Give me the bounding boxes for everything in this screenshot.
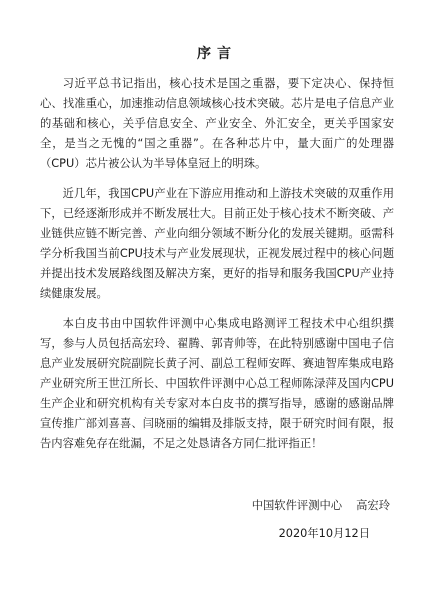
signature-date: 2020年10月12日 bbox=[278, 527, 370, 540]
paragraph-1: 习近平总书记指出，核心技术是国之重器，要下定决心、保持恒心、找准重心，加速推动信息领域核心技术突破。芯片是电子信息产业的基础和核心，关乎信息安全、产业安全、外汇安全，更关乎国家安全，是当之无愧的“国之重器”。在各种芯片中，量大面广的处理器（CPU）芯片被公认为半导体皇冠上的明珠。 bbox=[40, 77, 394, 170]
paragraph-3: 本白皮书由中国软件评测中心集成电路测评工程技术中心组织撰写，参与人员包括高宏玲、翟腾、郭青帅等，在此特别感谢中国电子信息产业发展研究院副院长黄子河、副总工程师安晖、赛迪智库集成电路产业研究所王世江所长、中国软件评测中心总工程师陈渌萍及国内CPU生产企业和研究机构有关专家对本白皮书的撰写指导，感谢的感谢品牌宣传推广部刘喜喜、闫晓丽的编辑及排版支持，限于研究时间有限，报告内容难免存在纰漏，不足之处恳请各方同仁批评指正！ bbox=[40, 317, 394, 450]
signature-block bbox=[0, 496, 390, 544]
signature-author: 高宏玲 bbox=[356, 499, 390, 512]
document-title: 序言 bbox=[197, 46, 237, 62]
signature-organization: 中国软件评测中心 bbox=[251, 499, 343, 512]
paragraph-2: 近几年，我国CPU产业在下游应用推动和上游技术突破的双重作用下，已经逐渐形成并不断发展壮大。目前正处于核心技术不断突破、产业链供应链不断完善、产业向细分领域不断分化的发展关键期。亟需科学分析我国当前CPU技术与产业发展现状，正视发展过程中的核心问题并提出技术发展路线图及解决方案，更好的指导和服务我国CPU产业持续健康发展。 bbox=[40, 187, 394, 300]
signature-line bbox=[0, 496, 390, 516]
